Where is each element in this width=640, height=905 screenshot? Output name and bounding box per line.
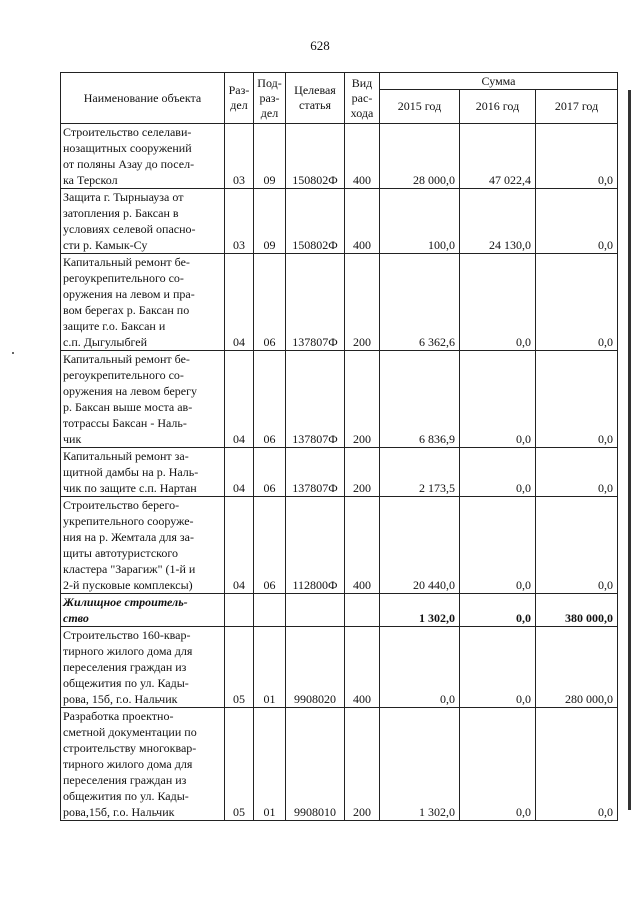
cell-name: Строительство 160-квар- тирного жилого дома для переселения граждан из общежития по ул. Кады- рова, 15б, г.о. Нальчик [61,627,225,708]
cell-2016: 0,0 [460,448,536,497]
cell-2016: 47 022,4 [460,124,536,189]
cell-2017: 280 000,0 [536,627,618,708]
cell-2015: 28 000,0 [380,124,460,189]
header-razdel: Раз- дел [225,73,254,124]
cell-name: Капитальный ремонт за- щитной дамбы на р. Наль- чик по защите с.п. Нартан [61,448,225,497]
cell-vid [345,594,380,627]
cell-tselevaya: 112800Ф [286,497,345,594]
cell-tselevaya: 150802Ф [286,189,345,254]
table-row [61,351,618,448]
cell-razdel: 05 [225,708,254,821]
cell-2015: 0,0 [380,627,460,708]
cell-2015: 20 440,0 [380,497,460,594]
cell-razdel: 05 [225,627,254,708]
table-row [61,594,618,627]
table-row [61,708,618,821]
cell-podrazdel: 01 [254,708,286,821]
cell-tselevaya: 137807Ф [286,448,345,497]
cell-razdel: 04 [225,254,254,351]
cell-name: Жилищное строитель- ство [61,594,225,627]
header-podrazdel: Под- раз- дел [254,73,286,124]
table-row [61,448,618,497]
cell-vid: 200 [345,254,380,351]
header-summa: Сумма [380,73,618,90]
header-year-2016: 2016 год [460,90,536,124]
cell-razdel: 03 [225,124,254,189]
cell-2015: 1 302,0 [380,708,460,821]
table-row [61,124,618,189]
cell-razdel [225,594,254,627]
table-row [61,497,618,594]
cell-2016: 0,0 [460,254,536,351]
cell-razdel: 04 [225,448,254,497]
cell-podrazdel: 09 [254,124,286,189]
cell-2016: 0,0 [460,627,536,708]
header-year-2015: 2015 год [380,90,460,124]
cell-name: Строительство селелави- нозащитных сооружений от поляны Азау до посел- ка Терскол [61,124,225,189]
scan-mark [12,352,14,354]
cell-vid: 200 [345,351,380,448]
cell-2015: 6 362,6 [380,254,460,351]
cell-vid: 400 [345,497,380,594]
table-body [61,124,618,821]
cell-podrazdel [254,594,286,627]
table-row [61,627,618,708]
cell-2015: 100,0 [380,189,460,254]
cell-2015: 6 836,9 [380,351,460,448]
cell-2017: 0,0 [536,254,618,351]
header-tselevaya: Целевая статья [286,73,345,124]
cell-2016: 0,0 [460,497,536,594]
cell-2017: 0,0 [536,448,618,497]
cell-vid: 400 [345,189,380,254]
cell-2015: 2 173,5 [380,448,460,497]
cell-vid: 400 [345,124,380,189]
cell-tselevaya: 9908010 [286,708,345,821]
header-name: Наименование объекта [61,73,225,124]
cell-tselevaya: 150802Ф [286,124,345,189]
cell-tselevaya: 137807Ф [286,254,345,351]
cell-2017: 0,0 [536,497,618,594]
cell-2017: 0,0 [536,189,618,254]
cell-2016: 0,0 [460,708,536,821]
header-row-top [61,73,618,90]
cell-podrazdel: 09 [254,189,286,254]
cell-name: Капитальный ремонт бе- регоукрепительного со- оружения на левом берегу р. Баксан выше моста ав- тотрассы Баксан - Наль- чик [61,351,225,448]
cell-tselevaya: 9908020 [286,627,345,708]
cell-2017: 0,0 [536,708,618,821]
cell-2015: 1 302,0 [380,594,460,627]
cell-name: Разработка проектно- сметной документации по строительству многоквар- тирного жилого дома для переселения граждан из общежития по ул. Кады- рова,15б, г.о. Нальчик [61,708,225,821]
budget-table [60,72,618,821]
cell-2016: 24 130,0 [460,189,536,254]
cell-podrazdel: 01 [254,627,286,708]
cell-2016: 0,0 [460,351,536,448]
cell-vid: 200 [345,708,380,821]
cell-tselevaya [286,594,345,627]
header-year-2017: 2017 год [536,90,618,124]
cell-razdel: 04 [225,497,254,594]
table-row [61,189,618,254]
header-vid: Вид рас- хода [345,73,380,124]
cell-name: Строительство берего- укрепительного сооруже- ния на р. Жемтала для за- щиты автотуристского кластера "Зарагиж" (1-й и 2-й пусковые комплексы) [61,497,225,594]
cell-name: Защита г. Тырныауза от затопления р. Баксан в условиях селевой опасно- сти р. Камык-Су [61,189,225,254]
cell-name: Капитальный ремонт бе- регоукрепительного со- оружения на левом и пра- вом берегах р. Баксан по защите г.о. Баксан и с.п. Дыгулыбгей [61,254,225,351]
cell-vid: 400 [345,627,380,708]
cell-tselevaya: 137807Ф [286,351,345,448]
cell-podrazdel: 06 [254,497,286,594]
cell-razdel: 03 [225,189,254,254]
cell-vid: 200 [345,448,380,497]
cell-2017: 0,0 [536,124,618,189]
cell-podrazdel: 06 [254,254,286,351]
cell-2017: 0,0 [536,351,618,448]
table-row [61,254,618,351]
page-number: 628 [310,38,330,53]
cell-2016: 0,0 [460,594,536,627]
cell-razdel: 04 [225,351,254,448]
right-margin-bar [628,90,631,810]
cell-2017: 380 000,0 [536,594,618,627]
cell-podrazdel: 06 [254,351,286,448]
cell-podrazdel: 06 [254,448,286,497]
